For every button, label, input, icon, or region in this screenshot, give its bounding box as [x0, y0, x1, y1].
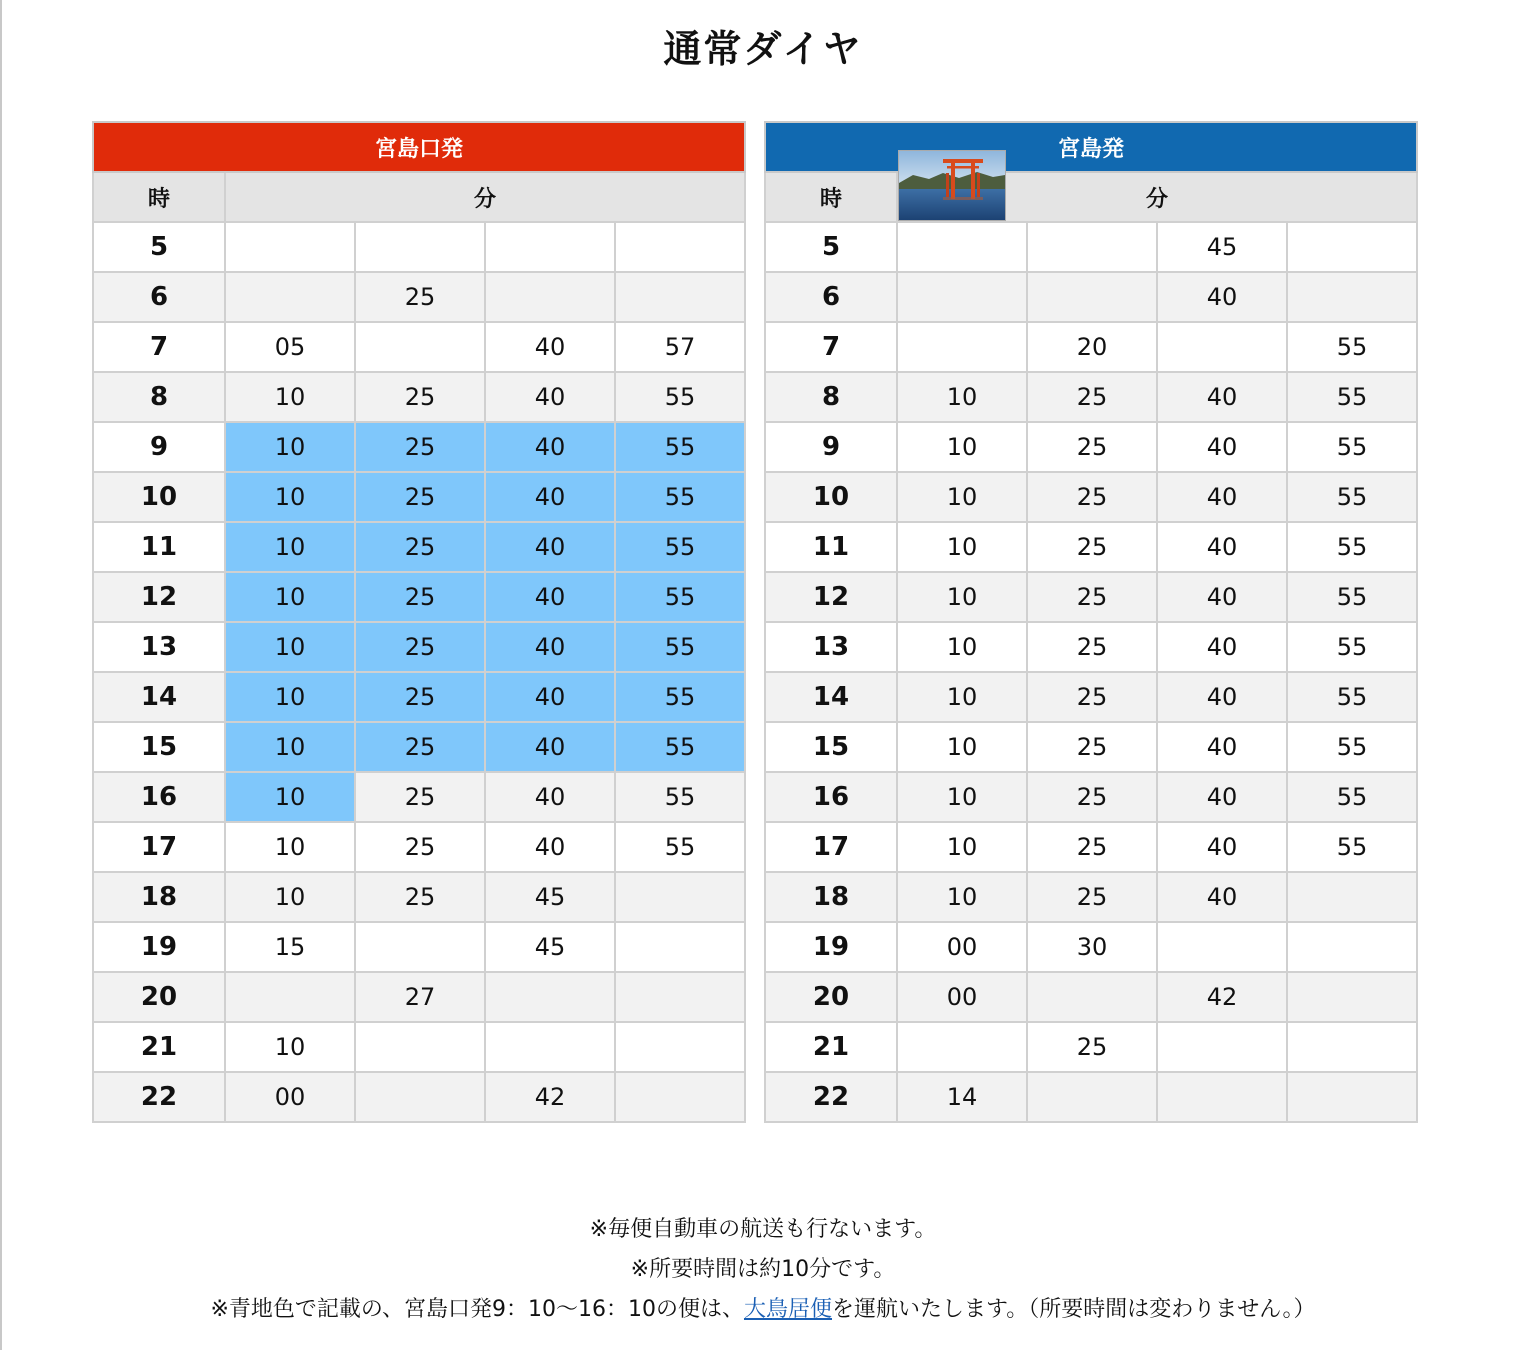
- minute-cell: 10: [225, 372, 355, 422]
- table-row: [765, 572, 1417, 622]
- table-row: [765, 672, 1417, 722]
- minute-cell: 40: [1157, 772, 1287, 822]
- minute-cell: [355, 322, 485, 372]
- otorii-link[interactable]: 大鳥居便: [743, 1297, 832, 1322]
- table-row: [93, 972, 745, 1022]
- hour-cell: 14: [765, 672, 897, 722]
- table-row: [765, 872, 1417, 922]
- minute-cell: [485, 222, 615, 272]
- table-row: [765, 1072, 1417, 1122]
- minute-cell: 10: [225, 622, 355, 672]
- minute-cell: [615, 1072, 745, 1122]
- minute-cell: 40: [485, 622, 615, 672]
- minute-cell: 25: [355, 372, 485, 422]
- table-row: [93, 322, 745, 372]
- minute-cell: 25: [1027, 872, 1157, 922]
- hour-cell: 10: [93, 472, 225, 522]
- hour-cell: 16: [765, 772, 897, 822]
- table-row: [93, 722, 745, 772]
- minute-cell: 00: [897, 922, 1027, 972]
- minute-cell: [1287, 222, 1417, 272]
- note-otorii-text-before: ※青地色で記載の、宮島口発9：10〜16：10の便は、: [210, 1297, 744, 1322]
- minute-cell: [1287, 922, 1417, 972]
- minute-cell: 25: [355, 472, 485, 522]
- minute-cell: 40: [1157, 872, 1287, 922]
- minute-cell: [355, 1022, 485, 1072]
- minute-cell: [897, 222, 1027, 272]
- minute-cell: 25: [1027, 372, 1157, 422]
- minute-cell: [1027, 222, 1157, 272]
- hour-cell: 19: [93, 922, 225, 972]
- note-duration: ※所要時間は約10分です。: [630, 1257, 896, 1282]
- table-header-miyajima: 宮島発: [765, 122, 1417, 172]
- minute-cell: 10: [225, 822, 355, 872]
- table-row: [93, 1022, 745, 1072]
- table-row: [93, 472, 745, 522]
- minute-cell: 40: [1157, 272, 1287, 322]
- minute-cell: 10: [897, 672, 1027, 722]
- minute-cell: 10: [897, 822, 1027, 872]
- minute-cell: 40: [1157, 572, 1287, 622]
- minute-cell: [1287, 972, 1417, 1022]
- minute-cell: [225, 972, 355, 1022]
- torii-image: [899, 151, 1005, 220]
- minute-cell: 25: [1027, 672, 1157, 722]
- hour-cell: 17: [93, 822, 225, 872]
- minute-cell: 40: [1157, 622, 1287, 672]
- table-row: [93, 372, 745, 422]
- minute-cell: 55: [1287, 772, 1417, 822]
- table-row: [93, 222, 745, 272]
- minute-cell: 25: [1027, 822, 1157, 872]
- minute-cell: [615, 1022, 745, 1072]
- minute-cell: 25: [1027, 622, 1157, 672]
- table-row: [765, 622, 1417, 672]
- hour-cell: 18: [765, 872, 897, 922]
- minute-cell: [615, 922, 745, 972]
- minute-cell: 40: [485, 672, 615, 722]
- minute-cell: 40: [485, 772, 615, 822]
- minute-cell: 55: [615, 472, 745, 522]
- minute-cell: [897, 322, 1027, 372]
- table-row: [93, 772, 745, 822]
- table-row: [765, 472, 1417, 522]
- minute-cell: 45: [485, 872, 615, 922]
- minute-cell: 40: [485, 822, 615, 872]
- minute-cell: 10: [897, 772, 1027, 822]
- minute-cell: 25: [355, 772, 485, 822]
- minute-cell: 05: [225, 322, 355, 372]
- minute-cell: [355, 922, 485, 972]
- hour-cell: 5: [765, 222, 897, 272]
- minute-cell: 40: [1157, 472, 1287, 522]
- hour-column-header: 時: [765, 172, 897, 222]
- timetable-body: [765, 222, 1417, 1122]
- torii-photo: [898, 150, 1006, 221]
- hour-cell: 7: [93, 322, 225, 372]
- minute-cell: [485, 272, 615, 322]
- hour-cell: 8: [93, 372, 225, 422]
- timetable-body: [93, 222, 745, 1122]
- minute-cell: 00: [897, 972, 1027, 1022]
- minute-cell: 10: [225, 1022, 355, 1072]
- minute-cell: 10: [897, 422, 1027, 472]
- minute-cell: 25: [1027, 472, 1157, 522]
- minute-cell: [1027, 972, 1157, 1022]
- minute-cell: [225, 222, 355, 272]
- table-row: [93, 572, 745, 622]
- hour-cell: 6: [93, 272, 225, 322]
- minute-cell: 40: [1157, 822, 1287, 872]
- minute-cell: 10: [897, 722, 1027, 772]
- minute-cell: 10: [897, 522, 1027, 572]
- minute-cell: 55: [615, 422, 745, 472]
- minute-cell: 10: [897, 572, 1027, 622]
- minute-cell: 55: [1287, 822, 1417, 872]
- table-row: [765, 522, 1417, 572]
- minute-cell: 25: [355, 672, 485, 722]
- minute-cell: [1157, 1072, 1287, 1122]
- hour-cell: 11: [93, 522, 225, 572]
- minute-cell: 55: [615, 672, 745, 722]
- hour-cell: 20: [93, 972, 225, 1022]
- minute-cell: 55: [1287, 422, 1417, 472]
- minute-cell: 40: [1157, 522, 1287, 572]
- minute-cell: 25: [355, 272, 485, 322]
- minute-cell: 55: [615, 522, 745, 572]
- minute-cell: 40: [485, 522, 615, 572]
- minute-cell: 55: [615, 622, 745, 672]
- table-row: [93, 922, 745, 972]
- minute-cell: 25: [355, 522, 485, 572]
- minute-cell: 15: [225, 922, 355, 972]
- minute-cell: [1287, 1022, 1417, 1072]
- hour-cell: 21: [93, 1022, 225, 1072]
- timetable-miyajimaguchi: [92, 121, 746, 1123]
- minute-cell: [485, 972, 615, 1022]
- minute-cell: 55: [615, 572, 745, 622]
- table-row: [765, 922, 1417, 972]
- table-row: [93, 422, 745, 472]
- minute-cell: 25: [355, 422, 485, 472]
- minute-cell: 10: [225, 872, 355, 922]
- minute-cell: 10: [225, 722, 355, 772]
- minute-cell: 10: [897, 372, 1027, 422]
- hour-cell: 15: [93, 722, 225, 772]
- hour-cell: 16: [93, 772, 225, 822]
- minute-cell: 40: [485, 472, 615, 522]
- minute-cell: 45: [1157, 222, 1287, 272]
- table-row: [765, 822, 1417, 872]
- minute-cell: 10: [897, 622, 1027, 672]
- hour-cell: 12: [93, 572, 225, 622]
- minute-cell: 55: [1287, 572, 1417, 622]
- hour-cell: 11: [765, 522, 897, 572]
- minute-cell: 10: [225, 472, 355, 522]
- minute-cell: 55: [1287, 622, 1417, 672]
- minute-cell: 55: [1287, 322, 1417, 372]
- hour-cell: 17: [765, 822, 897, 872]
- minute-cell: [1157, 1022, 1287, 1072]
- minute-cell: 55: [615, 722, 745, 772]
- table-row: [765, 972, 1417, 1022]
- minute-cell: 25: [355, 572, 485, 622]
- table-row: [765, 722, 1417, 772]
- hour-cell: 7: [765, 322, 897, 372]
- minute-cell: [355, 222, 485, 272]
- minute-cell: 25: [355, 822, 485, 872]
- note-otorii-text-after: を運航いたします。（所要時間は変わりません。）: [832, 1297, 1316, 1322]
- minute-cell: 20: [1027, 322, 1157, 372]
- hour-cell: 9: [765, 422, 897, 472]
- minute-cell: 42: [1157, 972, 1287, 1022]
- timetable-miyajima: [764, 121, 1418, 1123]
- minute-cell: 00: [225, 1072, 355, 1122]
- minute-cell: 25: [1027, 422, 1157, 472]
- hour-cell: 12: [765, 572, 897, 622]
- minute-cell: [615, 972, 745, 1022]
- minute-cell: 10: [897, 872, 1027, 922]
- minute-cell: [615, 872, 745, 922]
- minute-cell: 55: [1287, 372, 1417, 422]
- hour-column-header: 時: [93, 172, 225, 222]
- minute-cell: [1027, 1072, 1157, 1122]
- hour-cell: 6: [765, 272, 897, 322]
- minute-cell: 25: [355, 722, 485, 772]
- minute-cell: [897, 272, 1027, 322]
- minute-cell: 55: [615, 772, 745, 822]
- minute-cell: [1287, 272, 1417, 322]
- hour-cell: 15: [765, 722, 897, 772]
- minute-cell: [225, 272, 355, 322]
- minute-cell: 55: [1287, 672, 1417, 722]
- minute-cell: 40: [485, 722, 615, 772]
- table-row: [765, 772, 1417, 822]
- minute-cell: 25: [1027, 772, 1157, 822]
- minute-cell: 10: [225, 572, 355, 622]
- minute-cell: 40: [1157, 722, 1287, 772]
- minute-cell: [1157, 922, 1287, 972]
- minute-cell: 45: [485, 922, 615, 972]
- table-row: [765, 1022, 1417, 1072]
- minute-cell: 40: [1157, 672, 1287, 722]
- hour-cell: 19: [765, 922, 897, 972]
- minute-cell: 25: [1027, 572, 1157, 622]
- minute-cell: 40: [1157, 372, 1287, 422]
- table-row: [765, 322, 1417, 372]
- table-header-miyajimaguchi: 宮島口発: [93, 122, 745, 172]
- minute-cell: 55: [1287, 522, 1417, 572]
- table-row: [93, 1072, 745, 1122]
- minute-cell: 14: [897, 1072, 1027, 1122]
- minute-cell: [485, 1022, 615, 1072]
- minute-cell: [355, 1072, 485, 1122]
- note-otorii: [2, 1290, 1522, 1330]
- table-row: [93, 822, 745, 872]
- minute-cell: [897, 1022, 1027, 1072]
- minute-cell: 25: [355, 622, 485, 672]
- note-car-ferry: ※毎便自動車の航送も行ないます。: [589, 1217, 937, 1242]
- hour-cell: 13: [765, 622, 897, 672]
- minute-cell: [1287, 872, 1417, 922]
- hour-cell: 18: [93, 872, 225, 922]
- table-row: [93, 622, 745, 672]
- minute-cell: 10: [225, 522, 355, 572]
- table-row: [93, 872, 745, 922]
- hour-cell: 14: [93, 672, 225, 722]
- minute-cell: 25: [1027, 722, 1157, 772]
- minute-cell: 40: [485, 322, 615, 372]
- minute-column-label: 分: [1145, 186, 1168, 212]
- page-title: 通常ダイヤ: [663, 27, 863, 71]
- minute-cell: 10: [897, 472, 1027, 522]
- hour-cell: 10: [765, 472, 897, 522]
- table-row: [93, 522, 745, 572]
- minute-cell: 57: [615, 322, 745, 372]
- minute-cell: [615, 222, 745, 272]
- table-row: [765, 372, 1417, 422]
- minute-cell: 27: [355, 972, 485, 1022]
- notes: [2, 1210, 1522, 1330]
- minute-cell: 55: [615, 372, 745, 422]
- hour-cell: 20: [765, 972, 897, 1022]
- hour-cell: 21: [765, 1022, 897, 1072]
- minute-column-header: 分: [225, 172, 745, 222]
- minute-cell: 40: [485, 422, 615, 472]
- hour-cell: 5: [93, 222, 225, 272]
- table-row: [765, 222, 1417, 272]
- table-row: [765, 272, 1417, 322]
- minute-cell: 25: [1027, 1022, 1157, 1072]
- minute-cell: 10: [225, 422, 355, 472]
- minute-cell: 10: [225, 772, 355, 822]
- hour-cell: 8: [765, 372, 897, 422]
- minute-cell: 40: [485, 572, 615, 622]
- hour-cell: 9: [93, 422, 225, 472]
- minute-cell: 40: [485, 372, 615, 422]
- minute-cell: [1027, 272, 1157, 322]
- minute-cell: [1157, 322, 1287, 372]
- hour-cell: 22: [765, 1072, 897, 1122]
- minute-cell: 10: [225, 672, 355, 722]
- table-row: [765, 422, 1417, 472]
- table-row: [93, 272, 745, 322]
- minute-cell: 55: [1287, 722, 1417, 772]
- minute-cell: 42: [485, 1072, 615, 1122]
- hour-cell: 22: [93, 1072, 225, 1122]
- minute-cell: 25: [355, 872, 485, 922]
- minute-cell: [615, 272, 745, 322]
- minute-cell: 25: [1027, 522, 1157, 572]
- minute-cell: 55: [615, 822, 745, 872]
- minute-cell: 30: [1027, 922, 1157, 972]
- minute-cell: 55: [1287, 472, 1417, 522]
- minute-cell: 40: [1157, 422, 1287, 472]
- table-row: [93, 672, 745, 722]
- minute-cell: [1287, 1072, 1417, 1122]
- hour-cell: 13: [93, 622, 225, 672]
